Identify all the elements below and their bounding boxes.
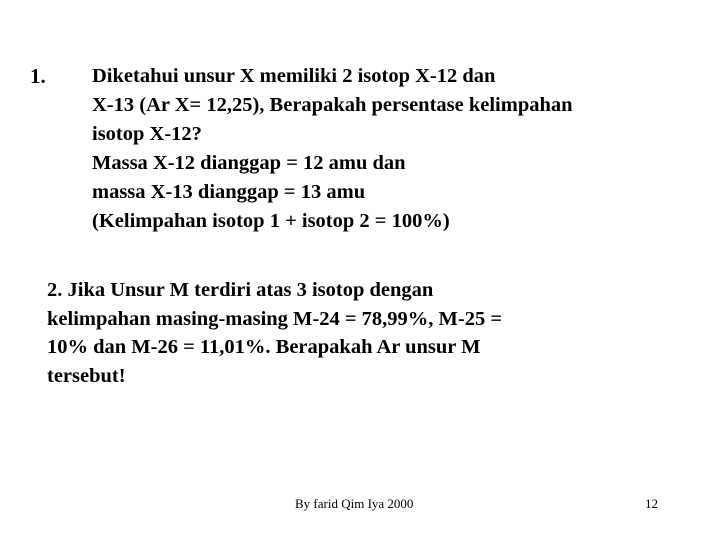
page-number: 12 <box>645 496 658 511</box>
footer-author: By farid Qim Iya 2000 <box>295 496 414 511</box>
question-1-line: X-13 (Ar X= 12,25), Berapakah persentase kelimpahan <box>92 94 573 116</box>
question-2-line: 2. Jika Unsur M terdiri atas 3 isotop dengan <box>47 279 434 301</box>
question-2 <box>47 276 667 390</box>
question-2-line: kelimpahan masing-masing M-24 = 78,99%, M-25 = <box>47 307 503 330</box>
question-2-line: tersebut! <box>47 364 126 387</box>
question-1-line: Massa X-12 dianggap = 12 amu dan <box>92 152 406 174</box>
question-1-number: 1. <box>30 64 46 88</box>
question-1-line: isotop X-12? <box>92 123 202 145</box>
question-2-line: 10% dan M-26 = 11,01%. Berapakah Ar unsur M <box>47 336 481 358</box>
question-1-line: Diketahui unsur X memiliki 2 isotop X-12 dan <box>92 65 496 87</box>
question-1-text <box>92 62 682 236</box>
question-1-line: (Kelimpahan isotop 1 + isotop 2 = 100%) <box>92 210 450 232</box>
question-1-line: massa X-13 dianggap = 13 amu <box>92 181 366 203</box>
